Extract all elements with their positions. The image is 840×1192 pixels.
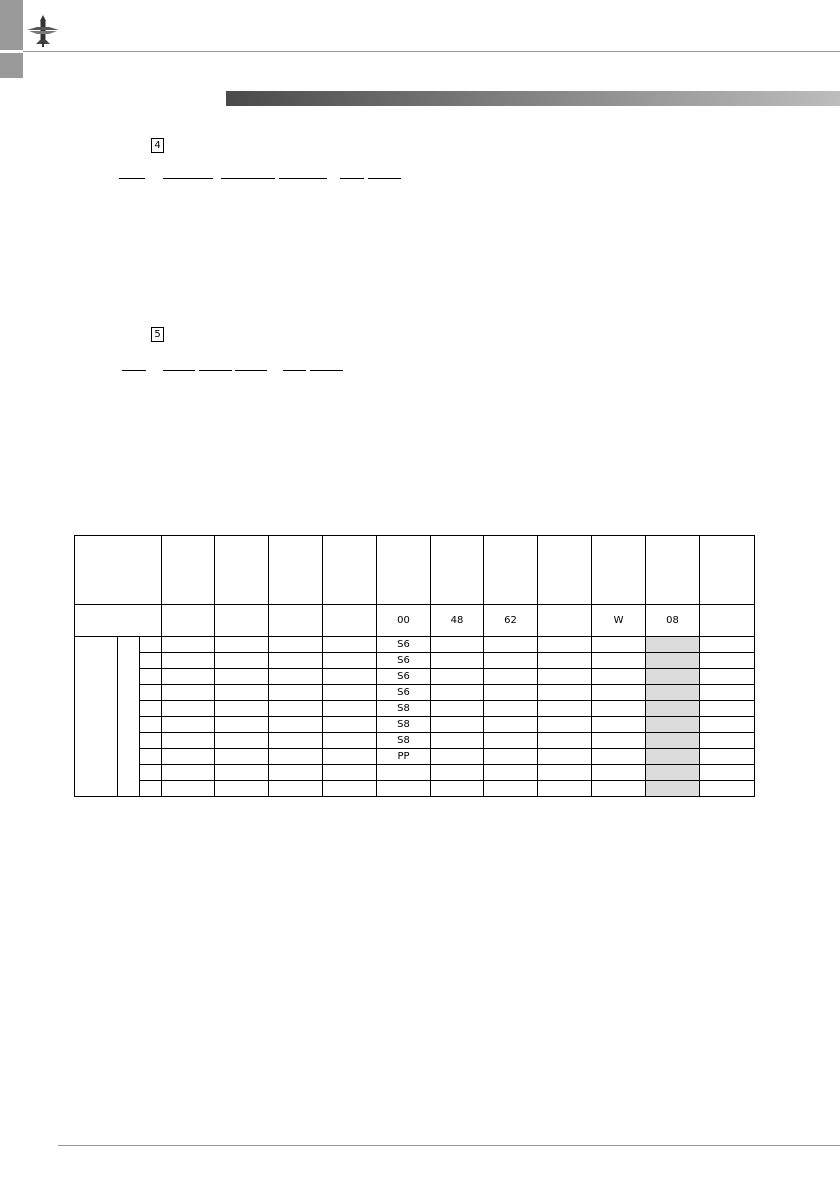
table-row xyxy=(75,781,755,797)
code-cell: 62 xyxy=(484,605,538,637)
row-code-cell xyxy=(377,781,431,797)
header-row xyxy=(75,536,755,605)
code-cell xyxy=(538,605,592,637)
code-cell: 48 xyxy=(431,605,484,637)
section-heading-bar xyxy=(226,91,840,106)
code-row xyxy=(75,605,755,637)
row-code-cell: PP xyxy=(377,749,431,765)
row-code-cell: S8 xyxy=(377,717,431,733)
code-cell: 00 xyxy=(377,605,431,637)
code-cell xyxy=(162,605,215,637)
header-rule xyxy=(23,51,840,52)
side-tab-lower xyxy=(0,53,23,78)
row-code-cell: S6 xyxy=(377,653,431,669)
row-code-cell: S6 xyxy=(377,685,431,701)
code-cell xyxy=(323,605,377,637)
code-cell: 08 xyxy=(646,605,700,637)
aircraft-emblem-icon xyxy=(25,14,61,48)
side-tab-upper xyxy=(0,0,23,50)
code-table xyxy=(74,535,755,797)
table-row xyxy=(75,765,755,781)
table-row xyxy=(75,653,755,669)
row-code-cell xyxy=(377,765,431,781)
table-row xyxy=(75,637,755,653)
code-cell xyxy=(700,605,755,637)
code-cell xyxy=(269,605,323,637)
table-row xyxy=(75,701,755,717)
table-row xyxy=(75,669,755,685)
footer-rule xyxy=(58,1145,840,1146)
table-row xyxy=(75,733,755,749)
code-cell: W xyxy=(592,605,646,637)
table-row xyxy=(75,717,755,733)
code-cell xyxy=(215,605,269,637)
step-number-box: 4 xyxy=(151,138,164,153)
row-code-cell: S8 xyxy=(377,701,431,717)
table-row xyxy=(75,749,755,765)
row-code-cell: S6 xyxy=(377,637,431,653)
table-row xyxy=(75,685,755,701)
row-code-cell: S6 xyxy=(377,669,431,685)
step-number-box: 5 xyxy=(151,327,164,342)
row-code-cell: S8 xyxy=(377,733,431,749)
